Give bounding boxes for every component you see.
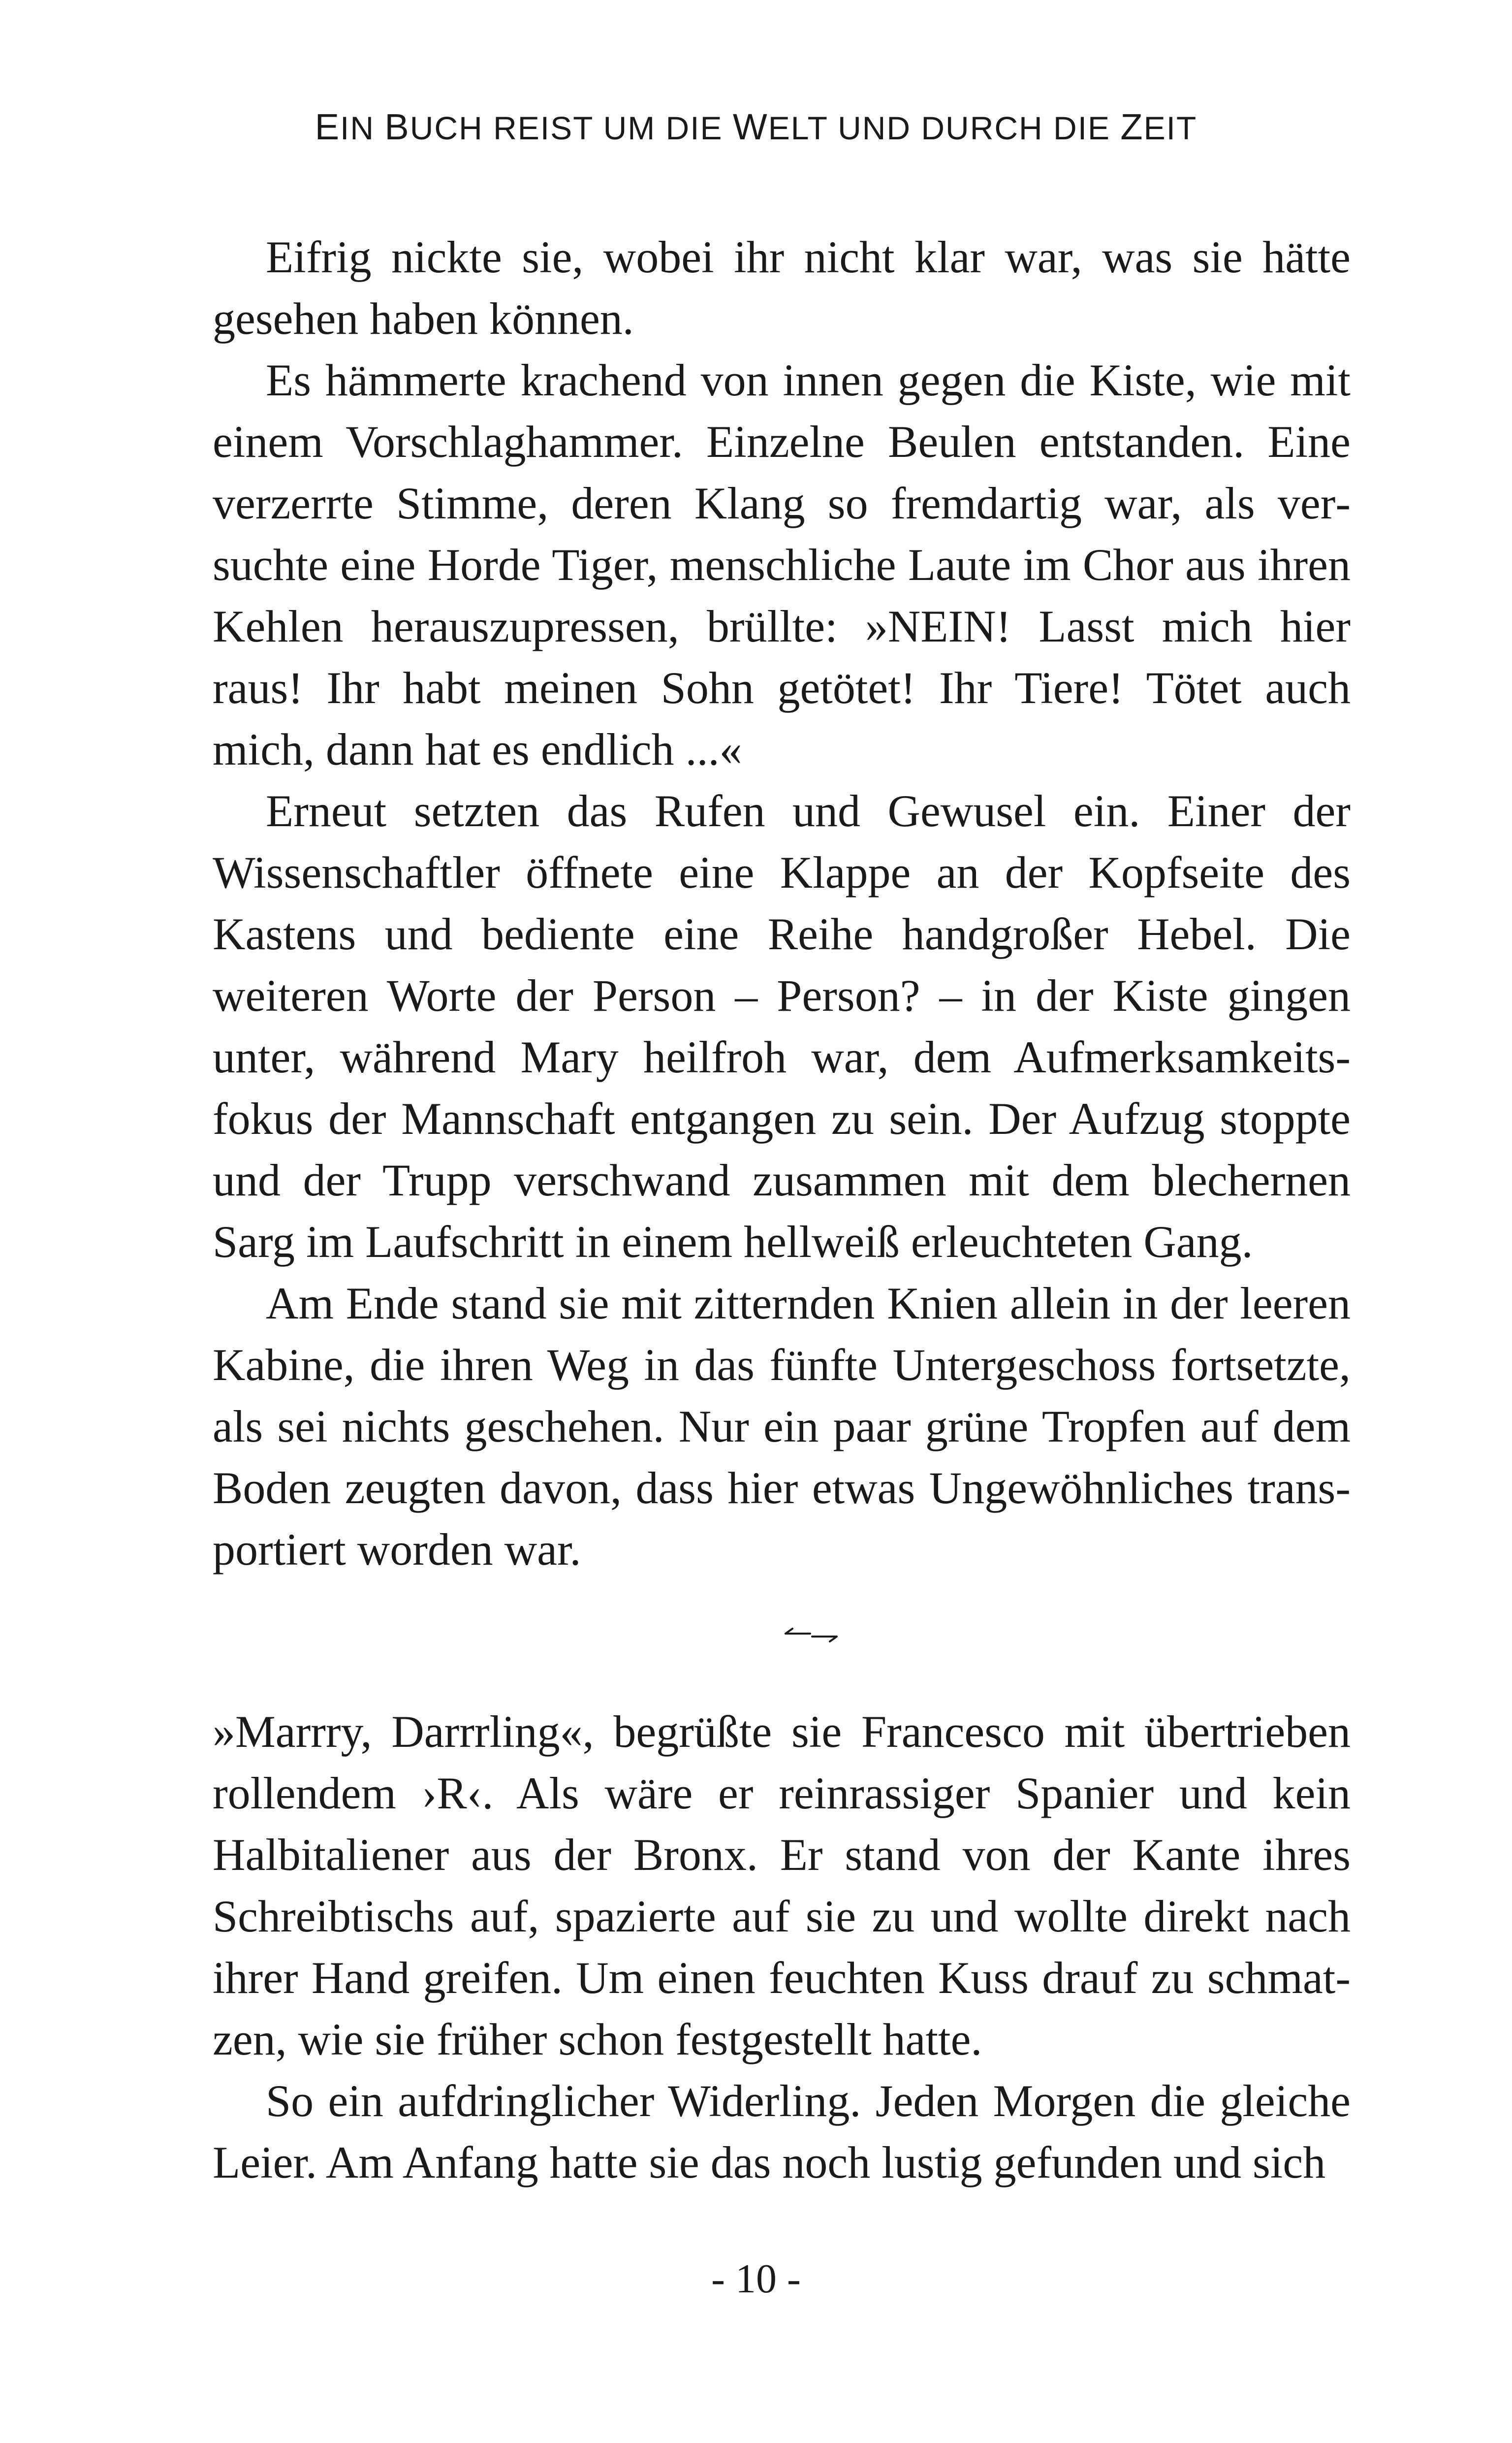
paragraph: Es hämmerte krachend von innen gegen die Kiste, wie mit einem Vorschlaghammer. Einzelne Beulen entstanden. Eine verzerrte Stimme, deren Klang so fremdartig war, als versuchte eine Horde Tiger, menschliche Laute im Chor aus ihren Kehlen herauszupressen, brüllte: »NEIN! Lasst mich hier raus! Ihr habt meinen Sohn getötet! Ihr Tiere! Tötet auch mich, dann hat es endlich ...« [213,355,1351,774]
paragraph: Erneut setzten das Rufen und Gewusel ein. Einer der Wissenschaftler öffnete eine Klappe an der Kopfseite des Kastens und bediente eine Reihe handgroßer Hebel. Die weiteren Worte der Person – Person? – in der Kiste gingen unter, während Mary heilfroh war, dem Aufmerksamkeitsfokus der Mannschaft entgangen zu sein. Der Aufzug stoppte und der Trupp verschwand zusammen mit dem blechernen Sarg im Laufschritt in einem hellweiß erleuchteten Gang. [213,786,1351,1267]
paragraph: So ein aufdringlicher Widerling. Jeden Morgen die gleiche Leier. Am Anfang hatte sie das noch lustig gefunden und sich [213,2076,1351,2187]
paragraph: »Marrry, Darrrling«, begrüßte sie Francesco mit übertrieben rollendem ›R‹. Als wäre er reinrassiger Spanier und kein Halbitaliener aus der Bronx. Er stand von der Kante ihres Schreibtischs auf, spazierte auf sie zu und wollte direkt nach ihrer Hand greifen. Um einen feuchten Kuss drauf zu schmatzen, wie sie früher schon festgestellt hatte. [213,1706,1351,2064]
running-header-word: BUCH REIST UM DIE [384,106,733,147]
page-number: - 10 - [711,2256,801,2302]
running-header [0,106,1512,148]
paragraph: Eifrig nickte sie, wobei ihr nicht klar war, was sie hätte gesehen haben können. [213,232,1351,344]
scene-break-ornament-icon [782,1620,841,1649]
running-header-word: EIN [315,106,385,147]
text-section-2 [213,1701,1351,2193]
text-section-1 [213,226,1351,1580]
paragraph: Am Ende stand sie mit zitternden Knien allein in der leeren Kabine, die ihren Weg in das fünfte Untergeschoss fortsetzte, als sei nichts geschehen. Nur ein paar grüne Tropfen auf dem Boden zeugten davon, dass hier etwas Ungewöhnliches transportiert worden war. [213,1278,1351,1575]
running-header-word: WELT UND DURCH DIE [732,106,1121,147]
running-header-word: ZEIT [1120,106,1197,147]
